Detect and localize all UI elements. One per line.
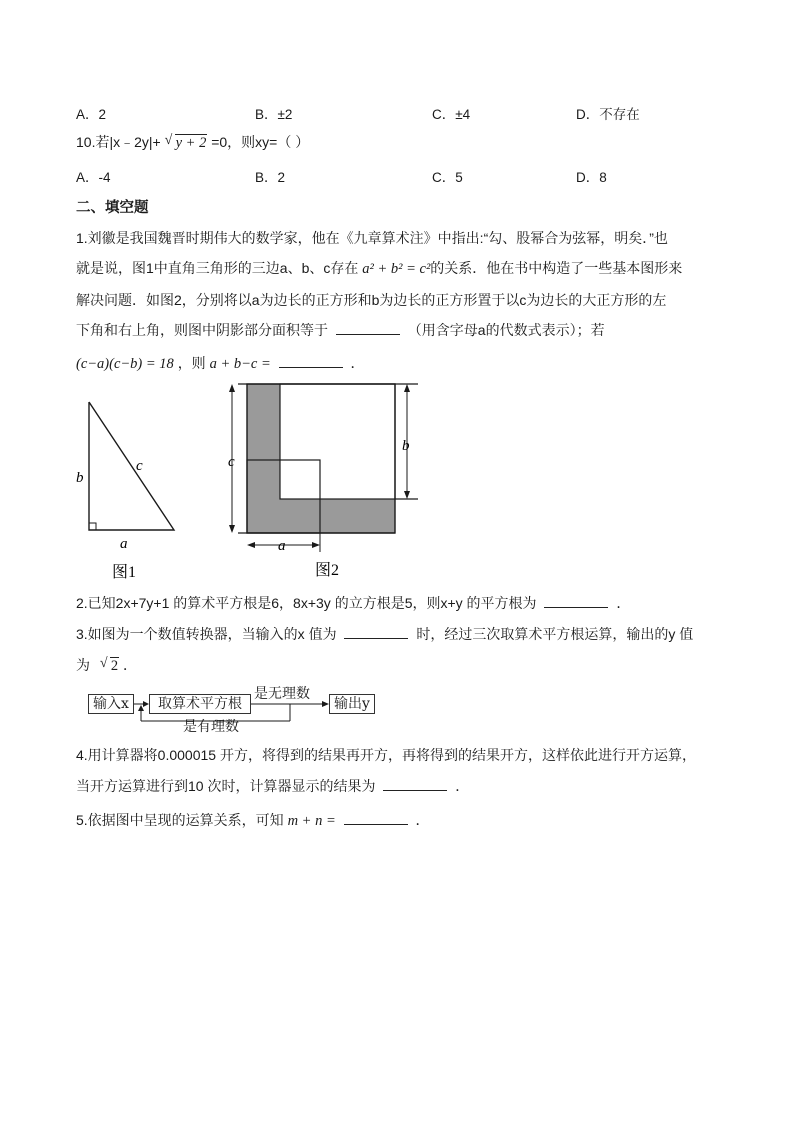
q1-line3: 解决问题．如图2，分别将以a为边长的正方形和b为边长的正方形置于以c为边长的大正方形的左 (76, 292, 667, 308)
fig2-label-a: a (278, 538, 286, 554)
answer-blank[interactable] (344, 812, 408, 825)
period: ． (455, 778, 470, 794)
q1-line4 (76, 320, 605, 340)
fig2-caption: 图2 (315, 562, 340, 579)
q3-line2 (76, 655, 137, 676)
radical-icon: √ (99, 656, 108, 671)
q1-line4-text2: （用含字母a的代数式表示）；若 (407, 322, 605, 338)
q9-option-a: A．2 (76, 107, 107, 122)
fig1-caption: 图1 (112, 564, 137, 581)
q1-line2-text2: 的关系．他在书中构造了一些基本图形来 (430, 260, 683, 276)
q5-stem (76, 810, 430, 831)
q1-line4-text: 下角和右上角，则图中阴影部分面积等于 (76, 322, 328, 338)
q3-radicand: 2 (110, 658, 119, 674)
q10-prefix: 10.若|x﹣2y|+ (76, 134, 161, 150)
q1-pythag-eq: a² + b² = c² (362, 261, 431, 277)
q5-text: 5.依据图中呈现的运算关系，可知 (76, 812, 284, 828)
converter-rational-label: 是有理数 (183, 719, 239, 735)
converter-input-box: 输入x (88, 694, 134, 714)
q3-line1 (76, 624, 693, 644)
period: ． (415, 812, 430, 828)
q10-option-c: C．5 (432, 170, 463, 185)
q10-sqrt (165, 133, 208, 153)
q1-line1: 1.刘徽是我国魏晋时期伟大的数学家，他在《九章算术注》中指出:“勾、股幂合为弦幂，明矣．”也 (76, 230, 668, 246)
q3-sqrt (100, 656, 119, 676)
q3-text3: 为 (76, 657, 90, 673)
q1-sum-eq: a + b−c = (209, 356, 271, 372)
q10-option-d: D．8 (576, 170, 607, 185)
q9-option-d: D．不存在 (576, 107, 640, 122)
period: ． (616, 595, 631, 611)
answer-blank[interactable] (279, 355, 343, 368)
q1-line5-text: ，则 (177, 355, 206, 371)
answer-blank[interactable] (544, 595, 608, 608)
figure-1-triangle (60, 390, 200, 590)
period: ． (123, 657, 138, 673)
shaded-region (247, 384, 395, 533)
q2-text: 2.已知2x+7y+1 的算术平方根是6，8x+3y 的立方根是5，则x+y 的平方根为 (76, 595, 537, 611)
radical-icon: √ (164, 133, 173, 148)
period: ． (350, 355, 365, 371)
q5-eq: m + n = (287, 813, 336, 829)
q1-line2 (76, 258, 682, 279)
q10-option-a: A．-4 (76, 170, 111, 185)
fig1-label-c: c (136, 458, 143, 474)
answer-blank[interactable] (336, 322, 400, 335)
q10-suffix: =0，则xy=（ ） (211, 134, 310, 150)
answer-blank[interactable] (383, 778, 447, 791)
fig1-label-a: a (120, 536, 128, 552)
converter-output-box: 输出y (329, 694, 375, 714)
section-title: 二、填空题 (76, 200, 149, 216)
q9-option-c: C．±4 (432, 107, 471, 122)
q3-text2: 时，经过三次取算术平方根运算，输出的y 值 (416, 626, 694, 642)
q10-option-b: B．2 (255, 170, 286, 185)
converter-process-box: 取算术平方根 (149, 694, 251, 714)
q1-line5 (76, 353, 365, 374)
fig1-label-b: b (76, 470, 84, 486)
q1-product-eq: (c−a)(c−b) = 18 (76, 356, 174, 372)
answer-blank[interactable] (344, 626, 408, 639)
q1-line2-text: 就是说，图1中直角三角形的三边a、b、c存在 (76, 260, 359, 276)
converter-irrational-label: 是无理数 (254, 686, 310, 702)
q4-line1: 4.用计算器将0.000015 开方，将得到的结果再开方，再将得到的结果开方，这样依此进行开方运算， (76, 747, 696, 763)
q10-stem (76, 132, 309, 153)
converter-arrows (130, 690, 335, 730)
fig2-label-c: c (228, 454, 235, 470)
q3-text: 3.如图为一个数值转换器，当输入的x 值为 (76, 626, 337, 642)
q4-line2 (76, 776, 469, 796)
q2-stem (76, 593, 630, 613)
fig2-label-b: b (402, 438, 410, 454)
q9-option-b: B．±2 (255, 107, 293, 122)
q4-text: 当开方运算进行到10 次时，计算器显示的结果为 (76, 778, 376, 794)
q10-radicand: y + 2 (175, 135, 207, 151)
figure-2-squares (220, 378, 420, 584)
